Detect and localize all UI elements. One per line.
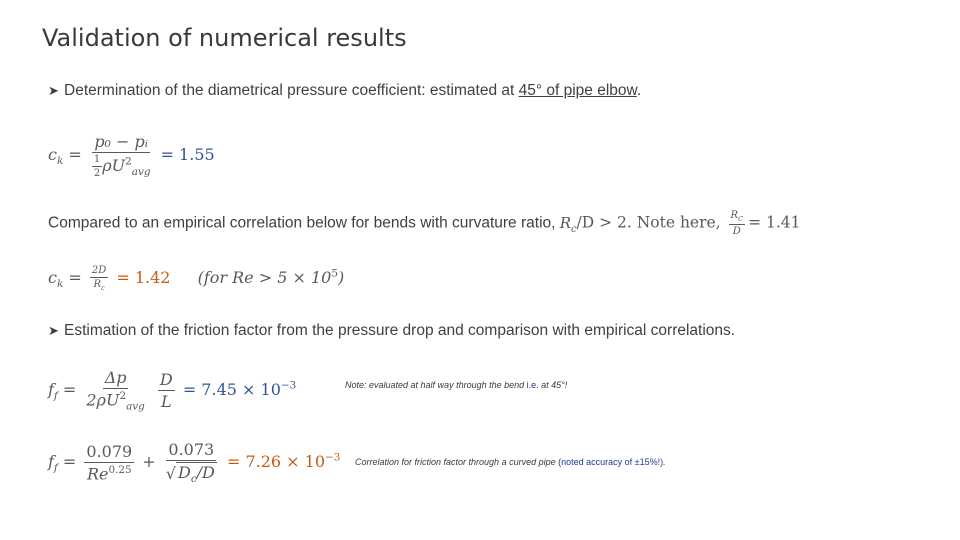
bullet1-underlined: 45° of pipe elbow [518,82,637,99]
equation-ck-measured: $c_k$ = p₀ − pᵢ $\frac{1}{2}$ $\rho U^2_{avg}$ = 1.55 [48,132,215,179]
curvature-ratio-fraction: $\frac{R_C}{D}$ [730,210,744,237]
note-correlation: Correlation for friction factor through a curved pipe (noted accuracy of ±15%!). [355,457,666,467]
slide-title: Validation of numerical results [42,24,407,52]
arrow-bullet-icon: ➤ [48,323,59,338]
bullet-diametrical-pressure [48,82,641,100]
arrow-bullet-icon: ➤ [48,83,59,98]
bullet1-suffix: . [636,82,642,99]
eq1-lhs: $c_k$ [48,145,64,168]
bullet1-prefix: Determination of the diametrical pressure coefficient: estimated at [64,82,519,99]
equation-ck-empirical: $c_k$ = $\frac{2D}{R_c}$ = 1.42 (for $Re > 5 \times 10^5$) [48,265,345,292]
equation-ff-measured: $f_f$ = $\frac{\Delta p}{2\rho U^2_{avg}}$ $\frac{D}{L}$ = $7.45 \times 10^{-3}$ [48,368,297,413]
eq4-result: = $7.26 \times 10^{-3}$ [226,451,341,472]
eq2-result: = 1.42 [116,268,171,287]
note-halfway: Note: evaluated at half way through the bend i.e. at 45°! [345,380,568,390]
equation-ff-correlation: $f_f$ = $\frac{0.079}{Re^{0.25}}$ + 0.073 √ $D_c/D$ = $7.26 \times 10^{-3}$ [48,440,341,486]
bullet-friction-factor: ➤ Estimation of the friction factor from the pressure drop and comparison with empirical correlations. [48,322,736,339]
comparison-sentence: Compared to an empirical correlation below for bends with curvature ratio, $R_c/D > 2$. Note here, $\frac{R_C}{D}$ = 1.41 [48,210,801,237]
eq2-condition: (for $Re > 5 \times 10^5$) [197,267,345,287]
eq1-result: = 1.55 [160,145,215,164]
eq1-fraction: p₀ − pᵢ $\frac{1}{2}$ $\rho U^2_{avg}$ [93,132,151,179]
eq3-result: = $7.45 \times 10^{-3}$ [182,379,297,399]
